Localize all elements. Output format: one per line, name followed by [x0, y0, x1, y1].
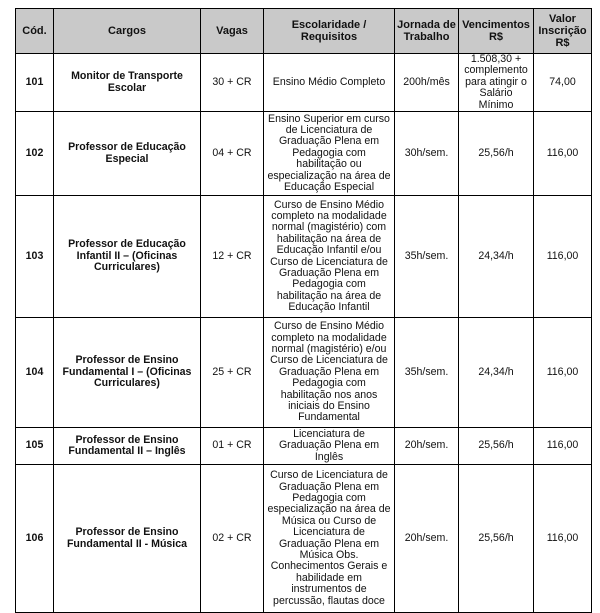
- cell-valor: 116,00: [534, 196, 592, 318]
- cell-jornada: 200h/mês: [395, 54, 459, 112]
- header-valor: Valor Inscrição R$: [534, 9, 592, 54]
- cell-valor: 116,00: [534, 112, 592, 196]
- cell-jornada: 35h/sem.: [395, 318, 459, 428]
- header-jornada: Jornada de Trabalho: [395, 9, 459, 54]
- cell-cod: 106: [16, 465, 54, 613]
- cell-escolaridade: Licenciatura de Graduação Plena em Inglês: [264, 428, 395, 465]
- cell-escolaridade: Ensino Médio Completo: [264, 54, 395, 112]
- cell-jornada: 20h/sem.: [395, 465, 459, 613]
- header-cod: Cód.: [16, 9, 54, 54]
- table-row: [16, 196, 592, 318]
- table-row: [16, 428, 592, 465]
- cell-vagas: 01 + CR: [201, 428, 264, 465]
- cell-cargo: Professor de Ensino Fundamental I – (Oficinas Curriculares): [54, 318, 201, 428]
- table-row: [16, 318, 592, 428]
- header-row: [16, 9, 592, 54]
- cell-vagas: 25 + CR: [201, 318, 264, 428]
- cell-vencimentos: 24,34/h: [459, 318, 534, 428]
- cell-vagas: 02 + CR: [201, 465, 264, 613]
- table-row: [16, 465, 592, 613]
- header-vagas: Vagas: [201, 9, 264, 54]
- cell-vagas: 12 + CR: [201, 196, 264, 318]
- cell-cod: 104: [16, 318, 54, 428]
- cell-cargo: Professor de Ensino Fundamental II - Música: [54, 465, 201, 613]
- cell-vencimentos: 25,56/h: [459, 428, 534, 465]
- cell-vencimentos: 25,56/h: [459, 112, 534, 196]
- cell-escolaridade: Ensino Superior em curso de Licenciatura de Graduação Plena em Pedagogia com habilitação ou especialização na área de Educação Especial: [264, 112, 395, 196]
- cell-vagas: 30 + CR: [201, 54, 264, 112]
- cell-vencimentos: 24,34/h: [459, 196, 534, 318]
- table-row: [16, 54, 592, 112]
- cell-valor: 116,00: [534, 428, 592, 465]
- cell-valor: 116,00: [534, 318, 592, 428]
- cell-cod: 101: [16, 54, 54, 112]
- header-vencimentos: Vencimentos R$: [459, 9, 534, 54]
- cell-cod: 103: [16, 196, 54, 318]
- table-row: [16, 112, 592, 196]
- cell-valor: 74,00: [534, 54, 592, 112]
- cell-cargo: Professor de Educação Especial: [54, 112, 201, 196]
- cell-escolaridade: Curso de Ensino Médio completo na modalidade normal (magistério) com habilitação na área de Educação Infantil e/ou Curso de Licenciatura de Graduação Plena em Pedagogia com habilitação na área de Educação Infantil: [264, 196, 395, 318]
- cell-vagas: 04 + CR: [201, 112, 264, 196]
- cell-cargo: Professor de Educação Infantil II – (Oficinas Curriculares): [54, 196, 201, 318]
- cell-cargo: Monitor de Transporte Escolar: [54, 54, 201, 112]
- cell-cargo: Professor de Ensino Fundamental II – Inglês: [54, 428, 201, 465]
- cell-jornada: 35h/sem.: [395, 196, 459, 318]
- cell-escolaridade: Curso de Licenciatura de Graduação Plena em Pedagogia com especialização na área de Música ou Curso de Licenciatura de Graduação Plena em Música Obs. Conhecimentos Gerais e habilidade em instrumentos de percussão, flautas doce: [264, 465, 395, 613]
- cell-vencimentos: 25,56/h: [459, 465, 534, 613]
- cell-vencimentos: 1.508,30 + complemento para atingir o Salário Mínimo: [459, 54, 534, 112]
- cell-valor: 116,00: [534, 465, 592, 613]
- cell-jornada: 20h/sem.: [395, 428, 459, 465]
- cell-cod: 105: [16, 428, 54, 465]
- cell-escolaridade: Curso de Ensino Médio completo na modalidade normal (magistério) e/ou Curso de Licenciatura de Graduação Plena em Pedagogia com habilitação nos anos iniciais do Ensino Fundamental: [264, 318, 395, 428]
- cell-jornada: 30h/sem.: [395, 112, 459, 196]
- cell-cod: 102: [16, 112, 54, 196]
- header-escolaridade: Escolaridade / Requisitos: [264, 9, 395, 54]
- header-cargos: Cargos: [54, 9, 201, 54]
- cargos-table: [15, 8, 592, 613]
